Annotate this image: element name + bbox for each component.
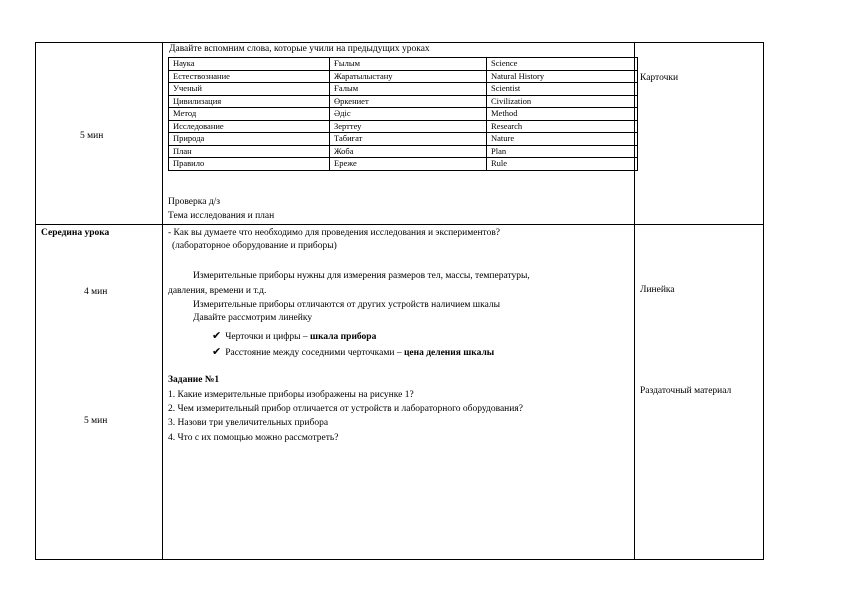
vocab-kazakh: Зерттеу [330,120,487,133]
vocab-english: Scientist [487,83,638,96]
frame-bottom [35,559,764,560]
paragraph-3: Давайте рассмотрим линейку [193,313,313,323]
vocab-russian: Исследование [169,120,330,133]
vocab-russian: Естествознание [169,70,330,83]
resource-ruler: Линейка [640,285,675,295]
vocabulary-table [168,57,638,171]
question-text: - Как вы думаете что необходимо для проведения исследования и экспериментов? [168,228,501,238]
paragraph-1-line-1: Измерительные приборы нужны для измерения размеров тел, массы, температуры, [193,271,530,281]
vocab-row [169,70,638,83]
checkmark-icon: ✔ [212,345,222,358]
check-homework: Проверка д/з [168,197,221,207]
vocab-english: Civilization [487,95,638,108]
frame-top [35,42,764,43]
resource-handout: Раздаточный материал [640,386,732,396]
answer-text: (лабораторное оборудование и приборы) [172,241,337,251]
vocab-russian: Наука [169,58,330,71]
vocab-kazakh: Өркениет [330,95,487,108]
paragraph-1-line-2: давления, времени и т.д. [168,286,267,296]
frame-right [763,42,764,560]
stage-label: Середина урока [41,228,110,238]
vocab-kazakh: Табиғат [330,133,487,146]
research-topic: Тема исследования и план [168,211,275,221]
vocab-kazakh: Ғалым [330,83,487,96]
column-divider-1 [162,42,163,560]
vocab-russian: Природа [169,133,330,146]
bullet-2-term: цена деления шкалы [403,348,495,358]
vocab-russian: Ученый [169,83,330,96]
vocab-russian: Правило [169,158,330,171]
vocab-row [169,58,638,71]
vocab-kazakh: Ғылым [330,58,487,71]
vocab-row [169,158,638,171]
vocab-english: Method [487,108,638,121]
task-3: 3. Назови три увеличительных прибора [168,418,329,428]
vocab-kazakh: Әдіс [330,108,487,121]
task-1: 1. Какие измерительные приборы изображены на рисунке 1? [168,390,414,400]
vocab-kazakh: Ереже [330,158,487,171]
vocab-russian: Цивилизация [169,95,330,108]
vocab-row [169,145,638,158]
vocab-kazakh: Жаратылыстану [330,70,487,83]
vocab-english: Nature [487,133,638,146]
bullet-2-text: Расстояние между соседними черточками – [225,348,404,358]
bullet-2 [212,342,494,360]
vocab-row [169,108,638,121]
vocab-russian: План [169,145,330,158]
task-4: 4. Что с их помощью можно рассмотреть? [168,433,339,443]
task-2: 2. Чем измерительный прибор отличается от устройств и лабораторного оборудования? [168,404,523,414]
bullet-1-text: Черточки и цифры – [225,332,311,342]
frame-left [35,42,36,560]
vocab-russian: Метод [169,108,330,121]
paragraph-2: Измерительные приборы отличаются от других устройств наличием шкалы [193,300,501,310]
bullet-1-term: шкала прибора [310,332,377,342]
vocab-row [169,133,638,146]
row2-time-2: 5 мин [84,416,108,426]
vocab-row [169,95,638,108]
vocab-row [169,120,638,133]
resource-cards: Карточки [640,73,679,83]
vocab-row [169,83,638,96]
vocab-english: Science [487,58,638,71]
vocab-intro: Давайте вспомним слова, которые учили на предыдущих уроках [169,44,430,54]
row2-time-1: 4 мин [84,287,108,297]
vocab-english: Natural History [487,70,638,83]
vocab-english: Research [487,120,638,133]
row-divider [35,224,764,225]
vocab-english: Plan [487,145,638,158]
vocab-english: Rule [487,158,638,171]
checkmark-icon: ✔ [212,329,222,342]
task-title: Задание №1 [168,375,220,385]
row1-time: 5 мин [80,131,104,141]
vocab-kazakh: Жоба [330,145,487,158]
